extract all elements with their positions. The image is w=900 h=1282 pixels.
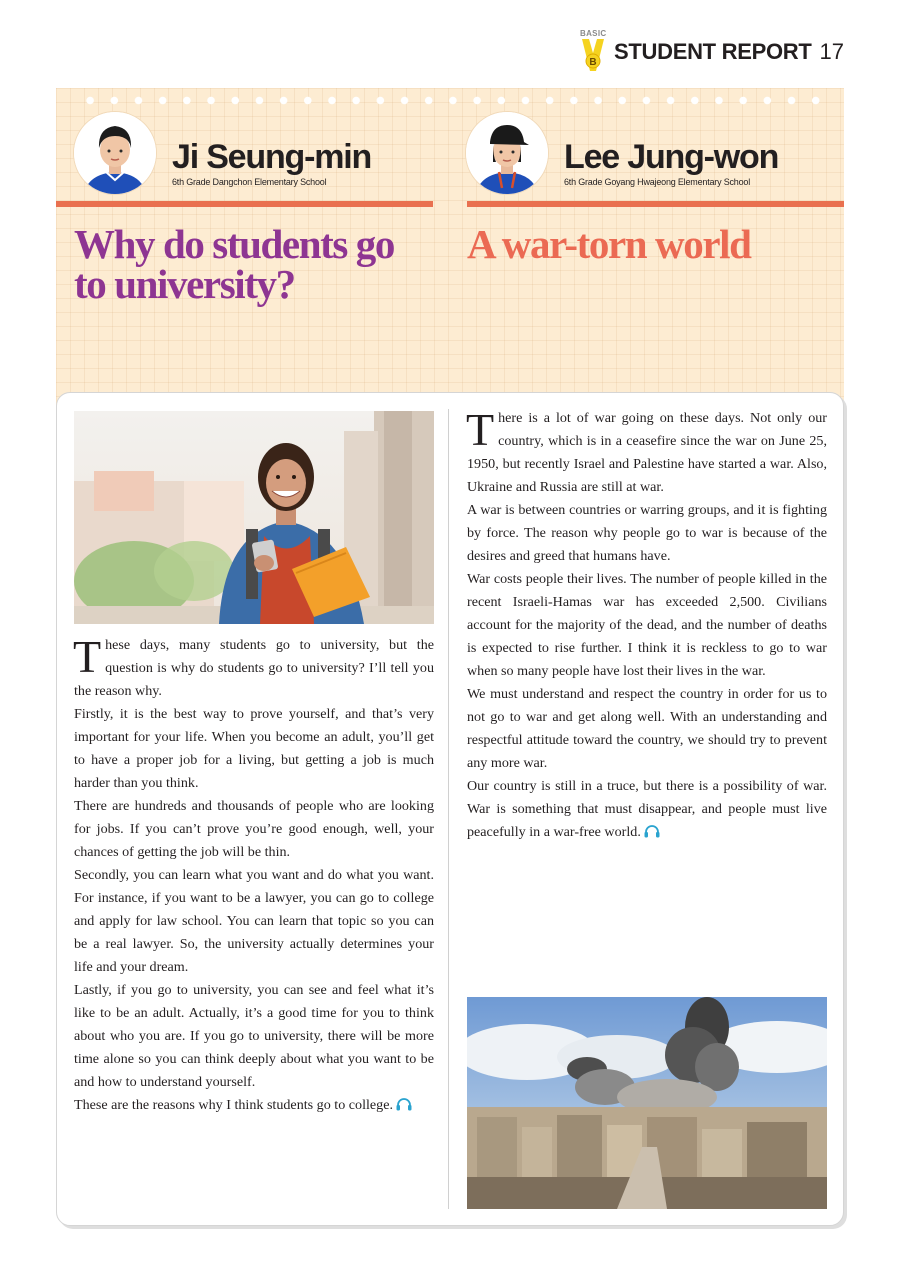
drop-cap: T (73, 631, 102, 682)
article-paragraph (73, 631, 434, 703)
article-body-right (466, 404, 827, 844)
paragraph-text: These are the reasons why I think students go to college. (74, 1097, 393, 1113)
author-school: 6th Grade Dangchon Elementary School (172, 176, 327, 187)
article-paragraph: Secondly, you can learn what you want and do what you want. For instance, if you want to be a lawyer, you can go to college and apply for law school. You can learn that topic so you can be a real lawyer. So, the university actually determines your life and your dream. (74, 867, 434, 975)
logo-letter: B (589, 57, 597, 68)
article-paragraph (74, 1094, 434, 1117)
content-card (56, 392, 844, 1226)
section-label: STUDENT REPORT (614, 39, 812, 64)
article-title: Why do students go to university? (74, 221, 394, 307)
author-right (466, 112, 778, 194)
avatar (74, 112, 156, 194)
article-paragraph: War costs people their lives. The number of people killed in the recent Israeli-Hamas war has exceeded 2,500. Civilians account for the majority of the dead, and the number of deaths is expected to rise further. I think it is reckless to go to war when so many people have lost their lives in the war. (467, 571, 827, 679)
article-paragraph: Lastly, if you go to university, you can see and feel what it’s like to be an adult. Actually, it’s a good time for you to think about who you are. If you go to university, there will be more time alone so you can think deeply about what you want to be and how to understand yourself. (74, 982, 434, 1090)
basic-logo-icon (578, 29, 608, 75)
perforation-dots (78, 96, 828, 105)
drop-cap: T (466, 404, 495, 455)
article-paragraph: There are hundreds and thousands of people who are looking for jobs. If you can’t prove you’re good enough, well, your chances of getting the job will be thin. (74, 798, 434, 860)
student-photo (74, 411, 434, 624)
article-paragraph: Firstly, it is the best way to prove yourself, and that’s very important for your life. When you become an adult, you’ll get to have a proper job for a living, but getting a job is much harder than you think. (74, 706, 434, 791)
war-photo (467, 997, 827, 1209)
article-body-left (73, 631, 434, 1117)
paragraph-text: here is a lot of war going on these days. Not only our country, which is in a ceasefire since the war on June 25, 1950, but recently Israel and Palestine have started a war. Also, Ukraine and Russia are still at war. (467, 410, 827, 495)
column-divider (448, 409, 449, 1209)
page-header (578, 28, 844, 76)
article-paragraph (466, 404, 827, 499)
author-name: Ji Seung-min (172, 137, 372, 176)
paragraph-text: Our country is still in a truce, but there is a possibility of war. War is something that must disappear, and people must live peacefully in a war-free world. (467, 778, 827, 840)
article-title: A war-torn world (467, 221, 751, 267)
article-paragraph: A war is between countries or warring groups, and it is fighting by force. The reason why people go to war is because of the desires and greed that humans have. (467, 502, 827, 564)
author-left (74, 112, 371, 194)
author-school: 6th Grade Goyang Hwajeong Elementary School (564, 176, 751, 187)
logo-text: BASIC (580, 29, 607, 38)
paragraph-text: hese days, many students go to university, but the question is why do students go to university? I’ll tell you the reason why. (74, 637, 434, 699)
earphone-icon[interactable] (396, 1097, 412, 1111)
author-name: Lee Jung-won (564, 137, 779, 176)
article-paragraph: We must understand and respect the country in order for us to not go to war and get along well. With an understanding and respectful attitude toward the country, we should try to prevent any more war. (467, 686, 827, 771)
divider-rule (56, 201, 433, 207)
earphone-icon[interactable] (644, 824, 660, 838)
article-paragraph (467, 775, 827, 844)
banner (56, 88, 844, 408)
divider-rule (467, 201, 844, 207)
page-number: 17 (819, 39, 844, 64)
avatar (466, 112, 548, 194)
